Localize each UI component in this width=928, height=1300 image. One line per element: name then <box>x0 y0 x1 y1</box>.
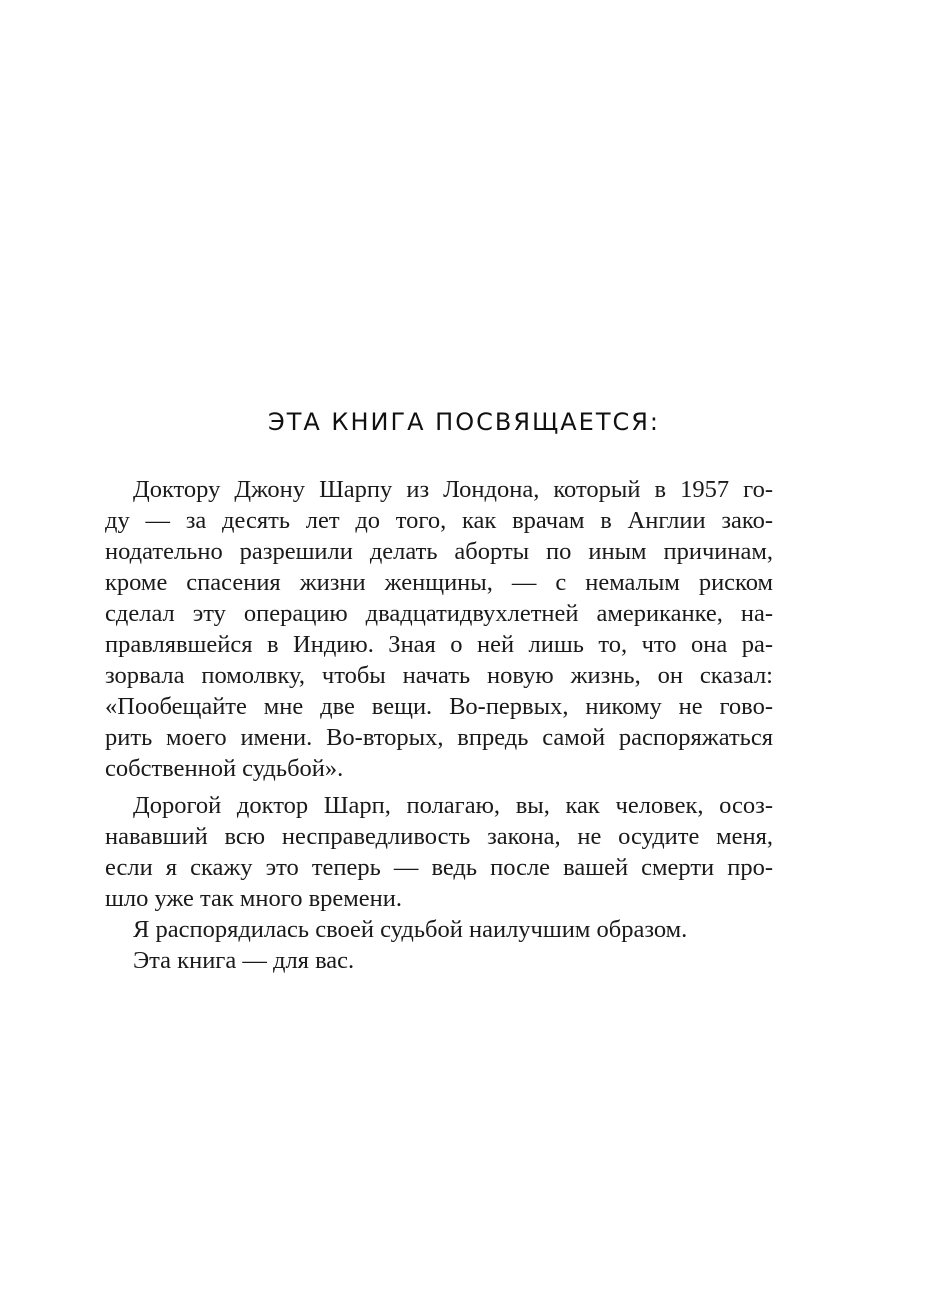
text-line: сделал эту операцию двадцатидвухлетней американке, на- <box>105 600 773 627</box>
text-line: собственной судьбой». <box>105 755 344 782</box>
text-line: шло уже так много времени. <box>105 885 403 912</box>
text-line: Доктору Джону Шарпу из Лондона, который в 1957 го- <box>133 476 773 503</box>
text-line: ду — за десять лет до того, как врачам в Англии зако- <box>105 507 773 534</box>
text-line: Эта книга — для вас. <box>133 947 355 974</box>
text-line: зорвала помолвку, чтобы начать новую жизнь, он сказал: <box>105 662 773 689</box>
text-line: «Пообещайте мне две вещи. Во-первых, никому не гово- <box>105 693 773 720</box>
text-line: нодательно разрешили делать аборты по иным причинам, <box>105 538 773 565</box>
text-line: правлявшейся в Индию. Зная о ней лишь то, что она ра- <box>105 631 773 658</box>
text-line: нававший всю несправедливость закона, не осудите меня, <box>105 823 773 850</box>
dedication-title: ЭТА КНИГА ПОСВЯЩАЕТСЯ: <box>267 408 661 436</box>
text-line: рить моего имени. Во-вторых, впредь самой распоряжаться <box>105 724 773 751</box>
text-line: Я распорядилась своей судьбой наилучшим образом. <box>133 916 688 943</box>
text-line: Дорогой доктор Шарп, полагаю, вы, как человек, осоз- <box>133 792 773 819</box>
text-line: кроме спасения жизни женщины, — с немалым риском <box>105 569 773 596</box>
text-line: если я скажу это теперь — ведь после вашей смерти про- <box>105 854 773 881</box>
